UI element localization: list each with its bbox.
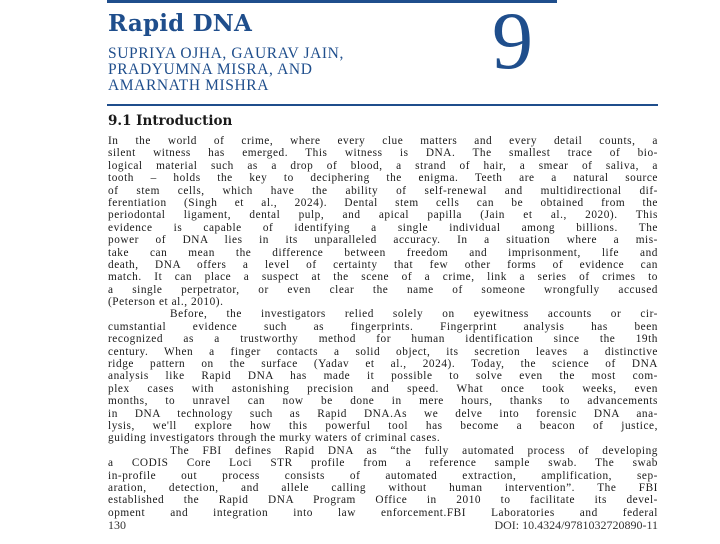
text-line: in DNA technology such as Rapid DNA.As we delve into forensic DNA ana-	[108, 407, 658, 420]
text-line: century. When a finger contacts a solid object, its secretion leaves a distinctive	[108, 345, 658, 358]
text-line: aration, detection, and allele calling without human intervention”. The FBI	[108, 481, 658, 494]
chapter-title: Rapid DNA	[108, 10, 253, 37]
text-line: a single perpetrator, or even clear the name of someone wrongfully accused	[108, 283, 658, 296]
text-line: take can mean the difference between freedom and imprisonment, life and	[108, 246, 658, 259]
text-line: established the Rapid DNA Program Office in 2010 to facilitate its devel-	[108, 494, 658, 507]
author-line: AMARNATH MISHRA	[108, 77, 270, 94]
text-line: silent witness has emerged. This witness is DNA. The smallest trace of bio-	[108, 147, 658, 160]
text-line: guiding investigators through the murky waters of criminal cases.	[108, 432, 441, 445]
header-divider	[107, 104, 658, 106]
text-line: lysis, we'll explore how this powerful tool has become a beacon of justice,	[108, 419, 658, 432]
text-line: periodontal ligament, dental pulp, and apical papilla (Jain et al., 2020). This	[108, 209, 658, 222]
chapter-number: 9	[492, 0, 533, 86]
page-number: 130	[108, 518, 126, 532]
author-line: SUPRIYA OJHA, GAURAV JAIN,	[108, 45, 344, 62]
text-line: ridge pattern on the surface (Yadav et al., 2024). Today, the science of DNA	[108, 358, 658, 371]
text-line: plex cases with astonishing precision and speed. What once took weeks, even	[108, 382, 658, 395]
text-line: tooth – holds the key to deciphering the enigma. Teeth are a natural source	[108, 172, 658, 185]
text-line: cumstantial evidence such as fingerprints. Fingerprint analysis has been	[108, 320, 658, 333]
text-line: logical material such as a drop of blood, a strand of hair, a smear of saliva, a	[108, 159, 658, 172]
text-line: death, DNA offers a level of certainty that few other forms of evidence can	[108, 258, 658, 271]
text-line: in-profile out process consists of automated extraction, amplification, sep-	[108, 469, 658, 482]
text-line: evidence is capable of identifying a single individual among billions. The	[108, 221, 658, 234]
text-line: match. It can place a suspect at the scene of a crime, link a series of crimes to	[108, 271, 658, 284]
text-line: Before, the investigators relied solely on eyewitness accounts or cir-	[170, 308, 658, 321]
section-heading: 9.1 Introduction	[108, 113, 233, 129]
text-line: months, to unravel can now be done in mere hours, thanks to advancements	[108, 395, 658, 408]
text-line: opment and integration into law enforcement.FBI Laboratories and federal	[108, 506, 658, 519]
text-line: recognized as a trustworthy method for human identification since the 19th	[108, 333, 658, 346]
top-rule	[107, 0, 557, 3]
text-line: (Peterson et al., 2010).	[108, 296, 224, 309]
text-line: ferentiation (Singh et al., 2024). Dental stem cells can be obtained from the	[108, 196, 658, 209]
text-line: In the world of crime, where every clue matters and every detail counts, a	[108, 135, 658, 147]
text-line: a CODIS Core Loci STR profile from a reference sample swab. The swab	[108, 457, 658, 470]
author-line: PRADYUMNA MISRA, AND	[108, 61, 313, 78]
text-line: power of DNA lies in its unparalleled accuracy. In a situation where a mis-	[108, 234, 658, 247]
chapter-authors	[108, 46, 528, 94]
text-line: of stem cells, which have the ability of self-renewal and multidirectional dif-	[108, 184, 658, 197]
text-line: The FBI defines Rapid DNA as “the fully automated process of developing	[170, 444, 658, 457]
doi-link[interactable]: DOI: 10.4324/9781032720890-11	[494, 518, 658, 532]
text-line: analysis like Rapid DNA has made it possible to solve even the most com-	[108, 370, 658, 383]
body-text	[108, 135, 658, 519]
